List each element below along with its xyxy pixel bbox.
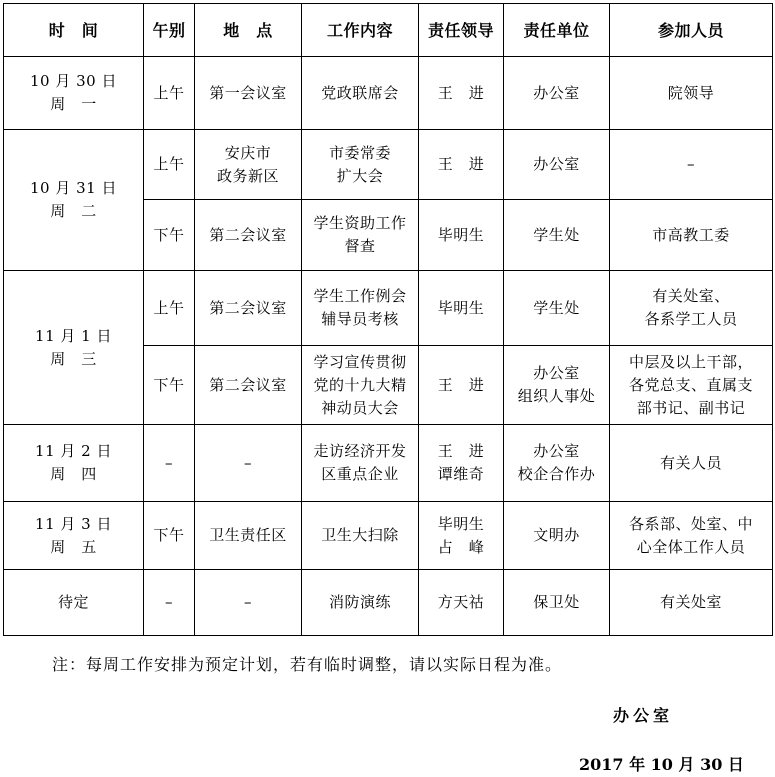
unit-cell: 保卫处 xyxy=(504,570,610,636)
place-cell: – xyxy=(195,570,302,636)
table-row xyxy=(4,502,773,570)
day-date: 11 月 1 日 xyxy=(35,326,112,345)
attendees-cell: 有关人员 xyxy=(610,425,773,502)
period-cell: – xyxy=(144,570,195,636)
day-date: 11 月 2 日 xyxy=(35,442,112,460)
day-cell xyxy=(4,271,144,425)
header-row xyxy=(4,4,773,57)
unit-cell: 办公室 xyxy=(504,130,610,200)
table-row xyxy=(4,271,773,346)
period-cell: 上午 xyxy=(144,130,195,200)
day-cell xyxy=(4,425,144,502)
day-weekday: 周 三 xyxy=(50,349,97,368)
period-cell: 下午 xyxy=(144,200,195,271)
day-date: 待定 xyxy=(57,593,89,611)
leader-cell: 毕明生 xyxy=(419,200,504,271)
unit-cell: 文明办 xyxy=(504,502,610,570)
content-cell: 学生资助工作 督查 xyxy=(302,200,419,271)
content-cell: 市委常委 扩大会 xyxy=(302,130,419,200)
unit-cell: 办公室 xyxy=(504,57,610,130)
day-cell xyxy=(4,130,144,271)
content-cell: 走访经济开发 区重点企业 xyxy=(302,425,419,502)
issue-date: 2017 年 10 月 30 日 xyxy=(579,755,744,774)
attendees-cell: – xyxy=(610,130,773,200)
attendees-cell: 市高教工委 xyxy=(610,200,773,271)
schedule-body xyxy=(4,57,773,636)
attendees-cell: 有关处室 xyxy=(610,570,773,636)
day-weekday: 周 二 xyxy=(50,202,97,220)
leader-cell: 毕明生 xyxy=(419,271,504,346)
day-date: 10 月 31 日 xyxy=(30,179,117,197)
content-cell: 卫生大扫除 xyxy=(302,502,419,570)
table-row xyxy=(4,570,773,636)
header-content: 工作内容 xyxy=(302,4,419,57)
issuing-office: 办公室 xyxy=(613,706,674,725)
day-cell xyxy=(4,57,144,130)
attendees-cell: 各系部、处室、中 心全体工作人员 xyxy=(610,502,773,570)
header-time: 时 间 xyxy=(4,4,144,57)
day-date: 11 月 3 日 xyxy=(35,514,112,533)
period-cell: 上午 xyxy=(144,271,195,346)
period-cell: – xyxy=(144,425,195,502)
leader-cell: 方天祜 xyxy=(419,570,504,636)
attendees-cell: 中层及以上干部， 各党总支、直属支 部书记、副书记 xyxy=(610,346,773,425)
table-row xyxy=(4,57,773,130)
content-cell: 党政联席会 xyxy=(302,57,419,130)
day-cell xyxy=(4,570,144,636)
day-date: 10 月 30 日 xyxy=(30,72,117,90)
weekly-schedule-table xyxy=(3,3,773,636)
leader-cell: 毕明生 占 峰 xyxy=(419,502,504,570)
table-row xyxy=(4,425,773,502)
leader-cell: 王 进 xyxy=(419,346,504,425)
place-cell: 第一会议室 xyxy=(195,57,302,130)
table-row xyxy=(4,130,773,200)
day-weekday: 周 四 xyxy=(50,465,97,483)
day-weekday: 周 一 xyxy=(50,95,97,113)
place-cell: 第二会议室 xyxy=(195,200,302,271)
place-cell: 卫生责任区 xyxy=(195,502,302,570)
leader-cell: 王 进 xyxy=(419,57,504,130)
day-weekday: 周 五 xyxy=(50,537,97,556)
place-cell: 第二会议室 xyxy=(195,346,302,425)
header-unit: 责任单位 xyxy=(504,4,610,57)
period-cell: 下午 xyxy=(144,346,195,425)
place-cell: 第二会议室 xyxy=(195,271,302,346)
unit-cell: 学生处 xyxy=(504,200,610,271)
footnote: 注：每周工作安排为预定计划，若有临时调整，请以实际日程为准。 xyxy=(52,655,563,674)
period-cell: 上午 xyxy=(144,57,195,130)
place-cell: 安庆市 政务新区 xyxy=(195,130,302,200)
unit-cell: 学生处 xyxy=(504,271,610,346)
header-leader: 责任领导 xyxy=(419,4,504,57)
attendees-cell: 院领导 xyxy=(610,57,773,130)
leader-cell: 王 进 谭维奇 xyxy=(419,425,504,502)
period-cell: 下午 xyxy=(144,502,195,570)
header-period: 午别 xyxy=(144,4,195,57)
leader-cell: 王 进 xyxy=(419,130,504,200)
day-cell xyxy=(4,502,144,570)
attendees-cell: 有关处室、 各系学工人员 xyxy=(610,271,773,346)
header-attendees: 参加人员 xyxy=(610,4,773,57)
content-cell: 学生工作例会 辅导员考核 xyxy=(302,271,419,346)
header-place: 地 点 xyxy=(195,4,302,57)
unit-cell: 办公室 组织人事处 xyxy=(504,346,610,425)
content-cell: 学习宣传贯彻 党的十九大精 神动员大会 xyxy=(302,346,419,425)
unit-cell: 办公室 校企合作办 xyxy=(504,425,610,502)
place-cell: – xyxy=(195,425,302,502)
content-cell: 消防演练 xyxy=(302,570,419,636)
